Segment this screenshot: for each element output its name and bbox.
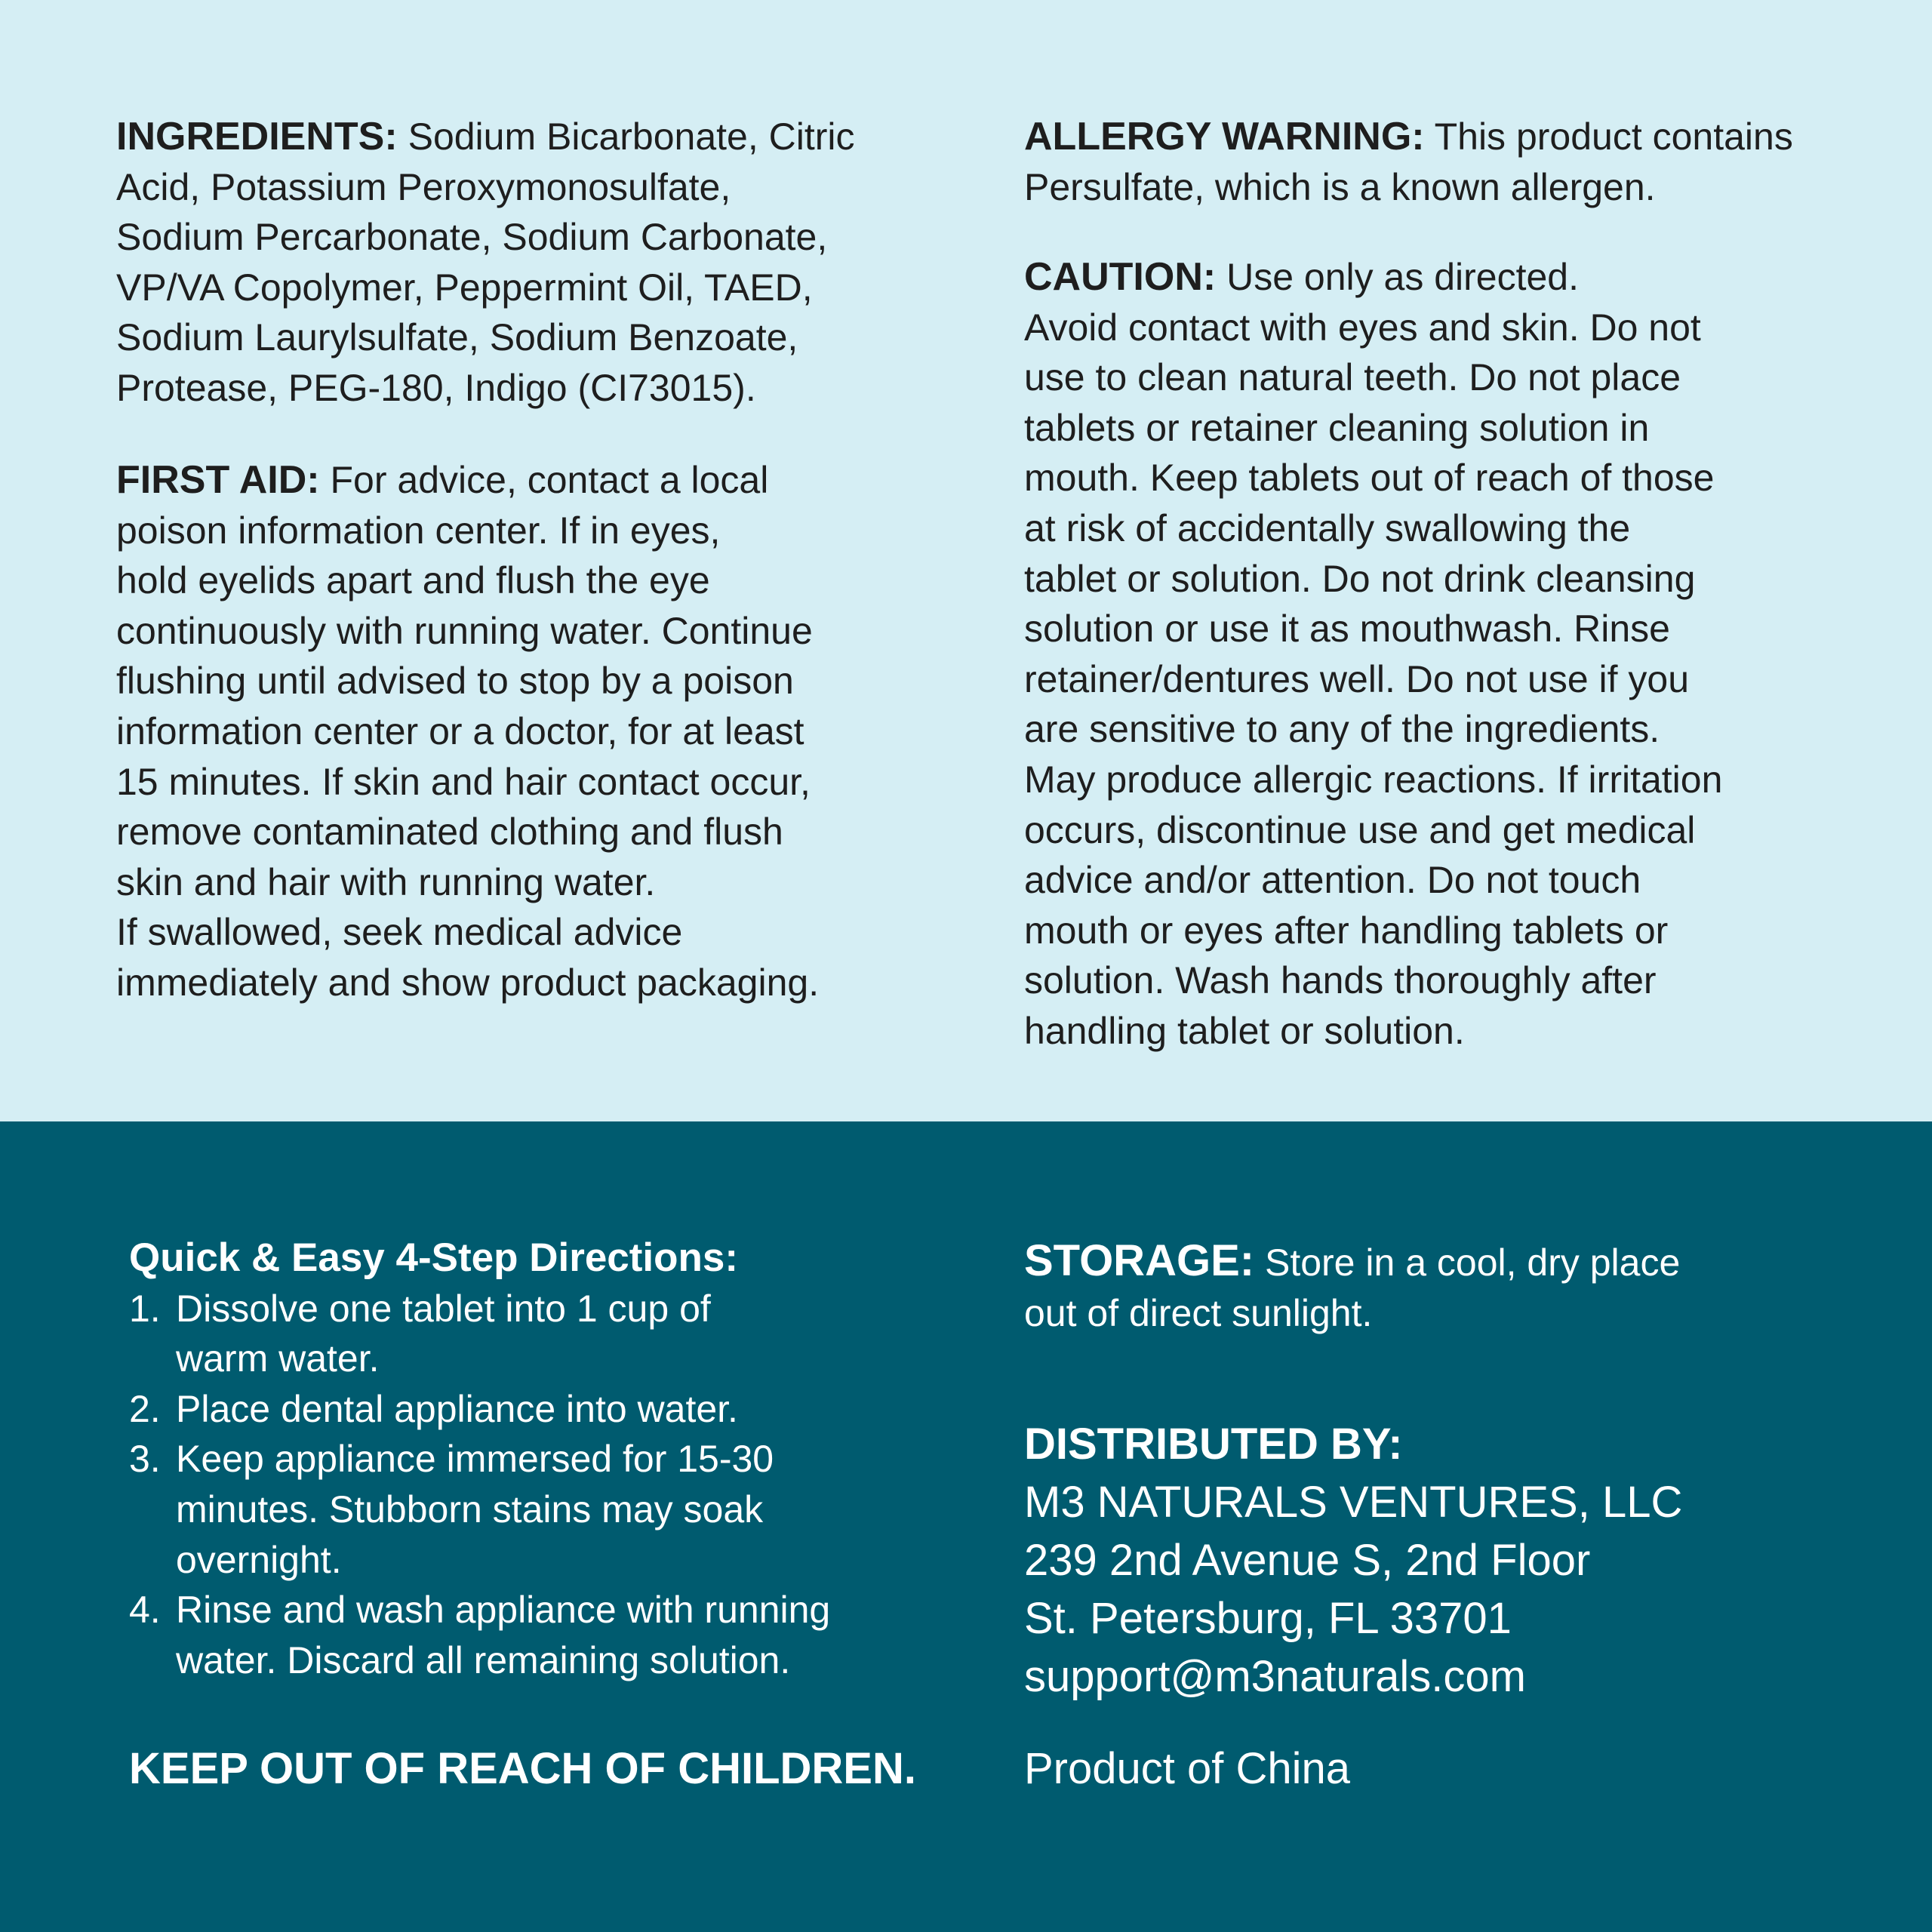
keep-out-warning: KEEP OUT OF REACH OF CHILDREN. <box>129 1744 916 1793</box>
step-text: Keep appliance immersed for 15-30 minutes. Stubborn stains may soak overnight. <box>176 1438 774 1581</box>
direction-step <box>129 1585 929 1685</box>
country-of-origin: Product of China <box>1024 1744 1351 1793</box>
ingredients-section <box>116 112 916 414</box>
directions-title: Quick & Easy 4-Step Directions: <box>129 1235 739 1280</box>
directions-panel <box>0 1121 1932 1932</box>
first-aid-text: For advice, contact a local poison information center. If in eyes, hold eyelids apart and flush the eye continuously with running water. Continue flushing until advised to stop by a poison information center or a doctor, for at least 15 minutes. If skin and hair contact occur, remove contaminated clothing and flush skin and hair with running water. If swallowed, seek medical advice immediately and show product packaging. <box>116 459 820 1004</box>
storage-section <box>1024 1236 1900 1338</box>
distributor-email: support@m3naturals.com <box>1024 1652 1526 1701</box>
distributor-company: M3 NATURALS VENTURES, LLC <box>1024 1478 1683 1527</box>
allergy-warning-label: ALLERGY WARNING: <box>1024 115 1425 158</box>
step-text: Rinse and wash appliance with running water. Discard all remaining solution. <box>176 1589 831 1681</box>
direction-step <box>129 1384 929 1435</box>
allergy-warning-section <box>1024 112 1900 212</box>
directions-list <box>129 1284 929 1686</box>
step-number: 1. <box>129 1287 161 1330</box>
directions-section <box>129 1233 929 1685</box>
distributor-label: DISTRIBUTED BY: <box>1024 1420 1403 1469</box>
step-number: 3. <box>129 1438 161 1481</box>
distributor-address-line1: 239 2nd Avenue S, 2nd Floor <box>1024 1536 1591 1585</box>
step-number: 2. <box>129 1387 161 1430</box>
first-aid-label: FIRST AID: <box>116 458 320 502</box>
caution-section <box>1024 252 1900 1057</box>
allergy-warning-text: This product contains Persulfate, which is a known allergen. <box>1024 115 1793 208</box>
distributor-address-line2: St. Petersburg, FL 33701 <box>1024 1594 1512 1643</box>
storage-text: Store in a cool, dry place out of direct sunlight. <box>1024 1241 1681 1334</box>
ingredients-text: Sodium Bicarbonate, Citric Acid, Potassium Peroxymonosulfate, Sodium Percarbonate, Sodium Carbonate, VP/VA Copolymer, Peppermint Oil, TAED, Sodium Laurylsulfate, Sodium Benzoate, Protease, PEG-180, Indigo (CI73015). <box>116 115 855 409</box>
ingredients-label: INGREDIENTS: <box>116 115 398 158</box>
step-number: 4. <box>129 1589 161 1632</box>
step-text: Place dental appliance into water. <box>176 1387 738 1430</box>
distributor-section <box>1024 1416 1900 1706</box>
direction-step <box>129 1284 929 1384</box>
step-text: Dissolve one tablet into 1 cup of warm water. <box>176 1287 711 1380</box>
direction-step <box>129 1434 929 1585</box>
storage-label: STORAGE: <box>1024 1236 1255 1285</box>
caution-text: Use only as directed. Avoid contact with eyes and skin. Do not use to clean natural teeth. Do not place tablets or retainer cleaning solution in mouth. Keep tablets out of reach of those at risk of accidentally swallowing the tablet or solution. Do not drink cleansing solution or use it as mouthwash. Rinse retainer/dentures well. Do not use if you are sensitive to any of the ingredients. May produce allergic reactions. If irritation occurs, discontinue use and get medical advice and/or attention. Do not touch mouth or eyes after handling tablets or solution. Wash hands thoroughly after handling tablet or solution. <box>1024 256 1723 1052</box>
caution-label: CAUTION: <box>1024 255 1217 299</box>
first-aid-section <box>116 455 916 1008</box>
